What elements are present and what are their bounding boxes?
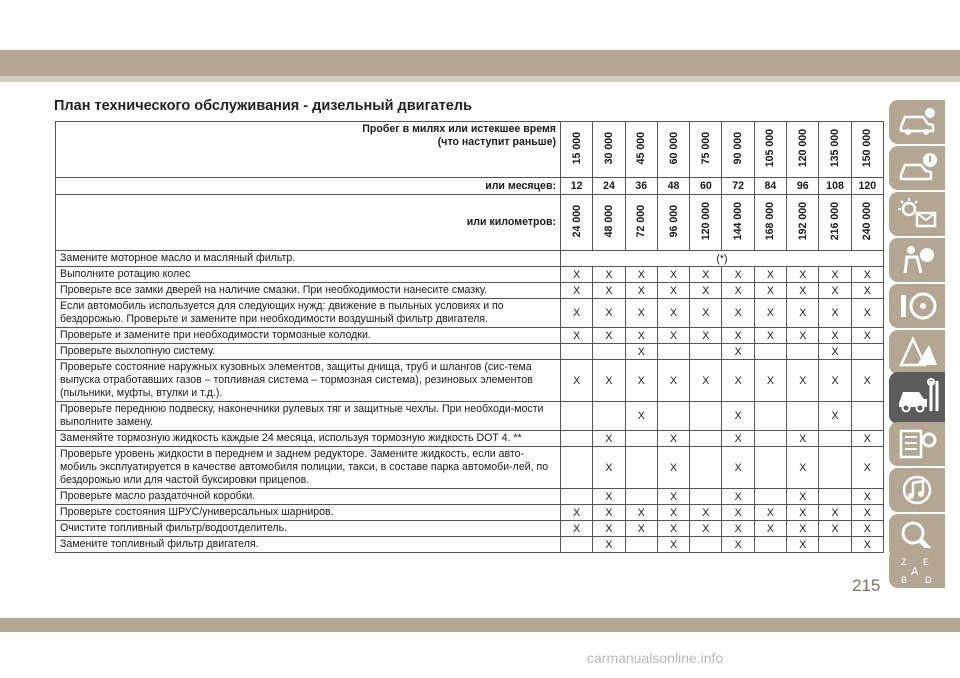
maintenance-table xyxy=(55,121,884,553)
interval-mark xyxy=(690,537,722,553)
interval-mark: X xyxy=(593,489,625,505)
tab-car-warning[interactable] xyxy=(889,146,945,190)
task-text: Проверьте переднюю подвеску, наконечники рулевых тяг и защитные чехлы. При необходи-мости выполните замену. xyxy=(56,402,561,431)
km-value: 48 000 xyxy=(602,204,615,238)
interval-mark: X xyxy=(787,447,819,489)
km-col-5 xyxy=(722,195,754,251)
miles-col-6 xyxy=(754,122,786,178)
task-text: Проверьте уровень жидкости в переднем и заднем редукторе. Замените жидкость, если авто-мобиль эксплуатируется в качестве автомобиля полиции, такси, в составе парка автомоби-лей, по бездорожью или для частой буксировки прицепов. xyxy=(56,447,561,489)
interval-mark: X xyxy=(722,328,754,344)
miles-label-note: (что наступит раньше) xyxy=(437,136,556,148)
interval-mark: X xyxy=(722,360,754,402)
interval-mark xyxy=(657,344,689,360)
interval-mark: X xyxy=(593,505,625,521)
table-row xyxy=(56,505,884,521)
interval-mark: X xyxy=(625,328,657,344)
interval-mark xyxy=(819,431,851,447)
km-col-8 xyxy=(819,195,851,251)
months-value: 120 xyxy=(851,178,883,195)
km-value: 144 000 xyxy=(732,201,745,241)
interval-mark: X xyxy=(657,537,689,553)
task-text: Заменяйте тормозную жидкость каждые 24 месяца, используя тормозную жидкость DOT 4. ** xyxy=(56,431,561,447)
interval-mark: X xyxy=(722,505,754,521)
km-value: 240 000 xyxy=(861,201,874,241)
interval-mark: X xyxy=(690,360,722,402)
table-row xyxy=(56,521,884,537)
km-col-9 xyxy=(851,195,883,251)
interval-mark: X xyxy=(593,328,625,344)
interval-mark xyxy=(851,344,883,360)
header-band-light xyxy=(0,76,960,82)
interval-mark: X xyxy=(787,537,819,553)
interval-mark xyxy=(754,489,786,505)
svg-text:A: A xyxy=(911,566,919,578)
miles-value: 120 000 xyxy=(796,128,809,168)
interval-mark xyxy=(561,344,593,360)
interval-mark: X xyxy=(819,360,851,402)
task-text: Проверьте все замки дверей на наличие смазки. При необходимости нанесите смазку. xyxy=(56,283,561,299)
interval-mark: X xyxy=(754,267,786,283)
interval-mark: X xyxy=(851,299,883,328)
interval-mark xyxy=(561,431,593,447)
km-value: 72 000 xyxy=(635,204,648,238)
interval-mark xyxy=(561,489,593,505)
task-text: Проверьте и замените при необходимости тормозные колодки. xyxy=(56,328,561,344)
interval-mark: X xyxy=(593,360,625,402)
miles-value: 30 000 xyxy=(602,131,615,165)
km-value: 24 000 xyxy=(570,204,583,238)
interval-mark: X xyxy=(851,360,883,402)
months-header-label: или месяцев: xyxy=(56,178,561,195)
km-col-1 xyxy=(593,195,625,251)
settings-list-icon xyxy=(897,427,939,461)
interval-mark: X xyxy=(561,505,593,521)
km-col-0 xyxy=(561,195,593,251)
interval-mark: X xyxy=(657,267,689,283)
interval-mark xyxy=(819,489,851,505)
km-header-row xyxy=(56,195,884,251)
watermark: carmanualsonline.info xyxy=(587,650,724,666)
interval-mark xyxy=(625,431,657,447)
miles-col-4 xyxy=(690,122,722,178)
table-row xyxy=(56,251,884,267)
interval-mark: X xyxy=(657,447,689,489)
interval-mark: X xyxy=(561,267,593,283)
interval-mark: X xyxy=(690,299,722,328)
interval-mark: X xyxy=(690,283,722,299)
interval-mark: X xyxy=(722,402,754,431)
road-warning-icon xyxy=(897,335,939,369)
svg-text:E: E xyxy=(923,557,930,567)
table-row xyxy=(56,328,884,344)
car-tools-icon xyxy=(897,377,941,417)
interval-mark xyxy=(561,537,593,553)
months-value: 84 xyxy=(754,178,786,195)
audio-icon xyxy=(897,473,939,507)
miles-col-1 xyxy=(593,122,625,178)
miles-col-3 xyxy=(657,122,689,178)
interval-mark: X xyxy=(593,283,625,299)
interval-mark: X xyxy=(561,328,593,344)
interval-mark: X xyxy=(819,267,851,283)
interval-mark: X xyxy=(722,537,754,553)
table-row xyxy=(56,431,884,447)
interval-mark: X xyxy=(819,328,851,344)
interval-mark: X xyxy=(625,299,657,328)
svg-text:Z: Z xyxy=(901,557,907,567)
months-value: 108 xyxy=(819,178,851,195)
interval-mark: X xyxy=(787,299,819,328)
interval-mark: X xyxy=(851,537,883,553)
interval-mark: X xyxy=(851,489,883,505)
interval-mark xyxy=(690,447,722,489)
table-row xyxy=(56,402,884,431)
interval-mark: X xyxy=(819,402,851,431)
interval-mark: X xyxy=(657,283,689,299)
interval-mark: X xyxy=(787,489,819,505)
svg-text:D: D xyxy=(925,575,932,585)
miles-value: 75 000 xyxy=(699,131,712,165)
miles-col-5 xyxy=(722,122,754,178)
tab-car-info[interactable] xyxy=(889,100,945,144)
interval-mark: X xyxy=(754,328,786,344)
interval-mark xyxy=(561,402,593,431)
interval-mark xyxy=(754,431,786,447)
header-band xyxy=(0,50,960,76)
interval-mark xyxy=(754,344,786,360)
interval-mark: X xyxy=(657,521,689,537)
footer-band xyxy=(0,618,960,632)
interval-mark: X xyxy=(722,267,754,283)
months-value: 36 xyxy=(625,178,657,195)
interval-mark xyxy=(690,489,722,505)
km-col-3 xyxy=(657,195,689,251)
interval-mark: X xyxy=(787,360,819,402)
interval-mark: X xyxy=(561,360,593,402)
interval-mark xyxy=(754,537,786,553)
interval-mark xyxy=(561,447,593,489)
months-value: 96 xyxy=(787,178,819,195)
miles-col-7 xyxy=(787,122,819,178)
interval-mark: X xyxy=(722,447,754,489)
km-col-6 xyxy=(754,195,786,251)
miles-col-2 xyxy=(625,122,657,178)
interval-mark: X xyxy=(754,521,786,537)
top-band xyxy=(0,0,960,52)
interval-mark: X xyxy=(754,283,786,299)
tab-settings-list[interactable] xyxy=(889,422,945,466)
interval-mark: X xyxy=(819,299,851,328)
interval-mark: X xyxy=(593,521,625,537)
interval-mark: X xyxy=(754,299,786,328)
interval-mark xyxy=(754,447,786,489)
miles-value: 45 000 xyxy=(635,131,648,165)
km-col-4 xyxy=(690,195,722,251)
table-row xyxy=(56,537,884,553)
interval-mark: X xyxy=(851,267,883,283)
miles-value: 90 000 xyxy=(732,131,745,165)
miles-col-0 xyxy=(561,122,593,178)
interval-mark: X xyxy=(722,489,754,505)
table-row xyxy=(56,489,884,505)
interval-mark: X xyxy=(787,521,819,537)
task-text: Очистите топливный фильтр/водоотделитель. xyxy=(56,521,561,537)
interval-mark: X xyxy=(851,521,883,537)
interval-mark: X xyxy=(851,283,883,299)
interval-mark: X xyxy=(851,447,883,489)
interval-mark xyxy=(690,431,722,447)
months-header-row xyxy=(56,178,884,195)
table-row xyxy=(56,299,884,328)
interval-mark: X xyxy=(819,521,851,537)
interval-mark xyxy=(625,447,657,489)
interval-mark: X xyxy=(819,283,851,299)
tab-road-warning[interactable] xyxy=(889,330,945,374)
miles-value: 135 000 xyxy=(829,128,842,168)
table-row xyxy=(56,344,884,360)
km-value: 96 000 xyxy=(667,204,680,238)
tab-audio[interactable] xyxy=(889,468,945,512)
km-col-2 xyxy=(625,195,657,251)
interval-mark: X xyxy=(754,505,786,521)
miles-label: Пробег в милях или истекшее время xyxy=(362,123,556,135)
page-number: 215 xyxy=(852,576,881,595)
tab-steering[interactable] xyxy=(889,284,945,328)
interval-mark: X xyxy=(657,299,689,328)
miles-value: 150 000 xyxy=(861,128,874,168)
interval-mark: X xyxy=(819,344,851,360)
miles-value: 60 000 xyxy=(667,131,680,165)
tab-index[interactable] xyxy=(889,548,945,588)
km-value: 192 000 xyxy=(796,201,809,241)
tab-lights-message[interactable] xyxy=(889,192,945,236)
car-info-icon xyxy=(897,105,939,139)
interval-mark: X xyxy=(593,299,625,328)
interval-mark xyxy=(851,402,883,431)
months-value: 12 xyxy=(561,178,593,195)
km-value: 216 000 xyxy=(829,201,842,241)
task-text: Замените топливный фильтр двигателя. xyxy=(56,537,561,553)
airbag-seatbelt-icon xyxy=(897,243,939,277)
interval-mark: X xyxy=(722,299,754,328)
task-text: Замените моторное масло и масляный фильтр. xyxy=(56,251,561,267)
months-value: 72 xyxy=(722,178,754,195)
km-col-7 xyxy=(787,195,819,251)
km-value: 120 000 xyxy=(699,201,712,241)
months-value: 60 xyxy=(690,178,722,195)
interval-mark: X xyxy=(561,521,593,537)
table-row xyxy=(56,267,884,283)
interval-mark: X xyxy=(787,283,819,299)
steering-wheel-icon xyxy=(897,289,939,323)
interval-mark: X xyxy=(851,328,883,344)
miles-value: 15 000 xyxy=(570,131,583,165)
interval-mark: X xyxy=(722,283,754,299)
miles-header-row xyxy=(56,122,884,178)
svg-text:B: B xyxy=(901,575,908,585)
interval-mark: X xyxy=(593,447,625,489)
interval-mark: X xyxy=(657,489,689,505)
interval-mark xyxy=(657,402,689,431)
interval-mark: X xyxy=(625,283,657,299)
km-header-label: или километров: xyxy=(56,195,561,251)
interval-mark: X xyxy=(593,537,625,553)
page-title: План технического обслуживания - дизельный двигатель xyxy=(54,98,472,114)
interval-mark: X xyxy=(851,505,883,521)
table-row xyxy=(56,447,884,489)
interval-mark xyxy=(593,402,625,431)
task-text: Проверьте состояние наружных кузовных элементов, защиты днища, труб и шлангов (сис-тема выпуска отработавших газов – топливная система – тормозная система), резиновых элементов (пыльники, муфты, втулки и т.д.). xyxy=(56,360,561,402)
interval-mark: X xyxy=(690,267,722,283)
km-value: 168 000 xyxy=(764,201,777,241)
interval-mark: X xyxy=(561,299,593,328)
miles-col-9 xyxy=(851,122,883,178)
interval-mark xyxy=(819,447,851,489)
interval-mark xyxy=(625,537,657,553)
interval-mark: X xyxy=(754,360,786,402)
tab-maintenance[interactable] xyxy=(889,372,945,424)
months-value: 48 xyxy=(657,178,689,195)
lights-message-icon xyxy=(897,197,939,231)
interval-mark: X xyxy=(593,267,625,283)
interval-mark xyxy=(625,489,657,505)
interval-mark xyxy=(787,402,819,431)
interval-mark: X xyxy=(625,505,657,521)
interval-mark: X xyxy=(625,344,657,360)
table-row xyxy=(56,360,884,402)
interval-mark xyxy=(819,537,851,553)
interval-mark: X xyxy=(625,402,657,431)
interval-mark xyxy=(787,344,819,360)
interval-mark: X xyxy=(787,505,819,521)
miles-col-8 xyxy=(819,122,851,178)
alphabet-index-icon xyxy=(897,553,939,587)
interval-mark: X xyxy=(625,267,657,283)
interval-mark xyxy=(690,344,722,360)
miles-value: 105 000 xyxy=(764,128,777,168)
interval-mark: X xyxy=(787,431,819,447)
interval-mark: X xyxy=(657,505,689,521)
interval-mark: X xyxy=(787,328,819,344)
interval-mark: X xyxy=(722,344,754,360)
interval-mark: X xyxy=(722,431,754,447)
miles-header-label xyxy=(56,122,561,178)
interval-mark: X xyxy=(657,360,689,402)
task-text: Проверьте состояния ШРУС/универсальных шарниров. xyxy=(56,505,561,521)
interval-mark: X xyxy=(690,328,722,344)
task-text: Если автомобиль используется для следующих нужд: движение в пыльных условиях и по бездорожью. Проверьте и замените при необходимости воздушный фильтр двигателя. xyxy=(56,299,561,328)
interval-mark: X xyxy=(690,505,722,521)
interval-mark: X xyxy=(625,521,657,537)
interval-mark: X xyxy=(625,360,657,402)
table-row xyxy=(56,283,884,299)
interval-mark xyxy=(593,344,625,360)
interval-mark: X xyxy=(657,431,689,447)
interval-mark: X xyxy=(787,267,819,283)
months-value: 24 xyxy=(593,178,625,195)
car-warning-icon xyxy=(897,151,939,185)
interval-mark: X xyxy=(657,328,689,344)
interval-mark: X xyxy=(722,521,754,537)
interval-mark: X xyxy=(819,505,851,521)
task-text: Проверьте масло раздаточной коробки. xyxy=(56,489,561,505)
interval-mark: X xyxy=(561,283,593,299)
interval-mark: X xyxy=(851,431,883,447)
oil-change-note: (*) xyxy=(561,251,884,267)
interval-mark xyxy=(754,402,786,431)
interval-mark: X xyxy=(690,521,722,537)
task-text: Проверьте выхлопную систему. xyxy=(56,344,561,360)
interval-mark xyxy=(690,402,722,431)
task-text: Выполните ротацию колес xyxy=(56,267,561,283)
tab-airbag-seatbelt[interactable] xyxy=(889,238,945,282)
interval-mark: X xyxy=(593,431,625,447)
